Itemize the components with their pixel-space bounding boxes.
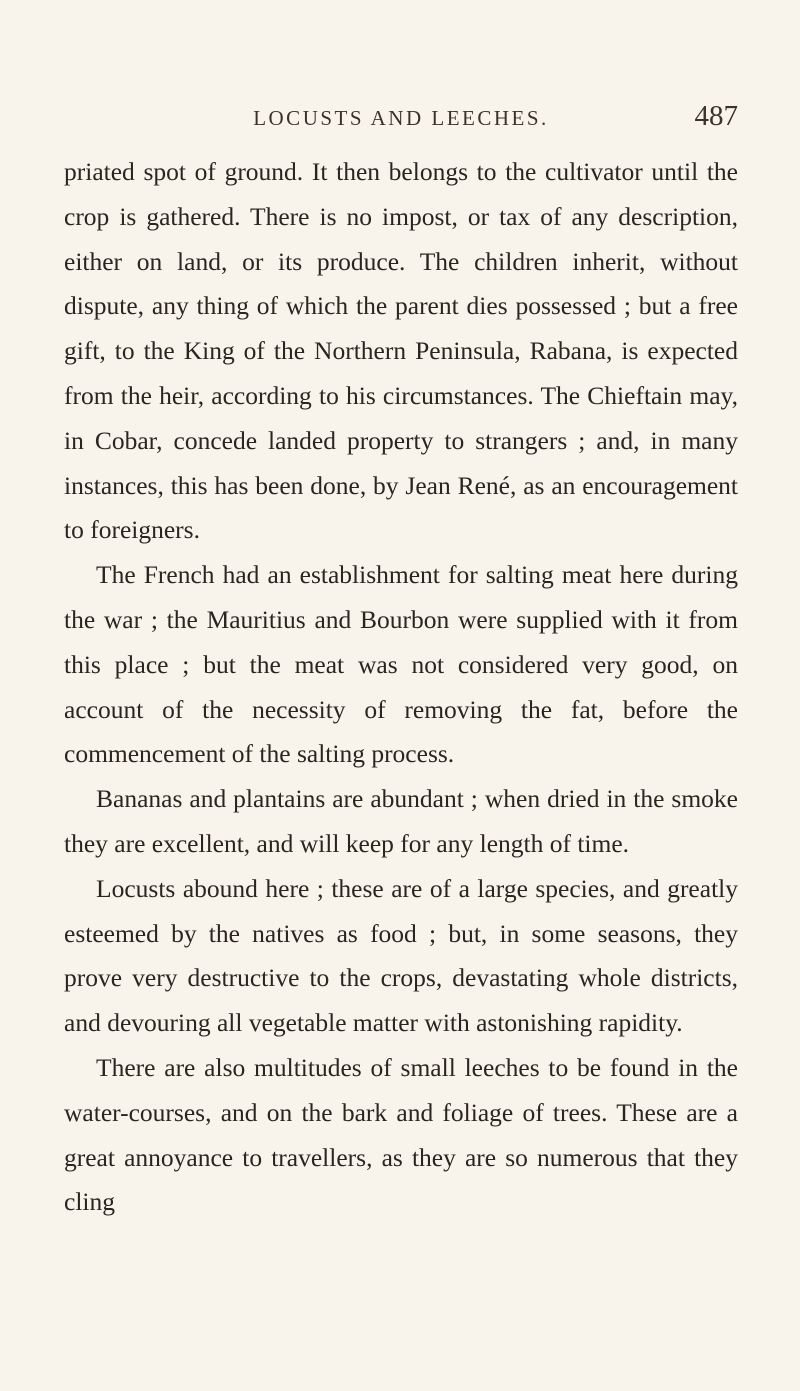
running-title: LOCUSTS AND LEECHES. <box>253 106 549 130</box>
paragraph: There are also multitudes of small leeches to be found in the water-courses, and on the bark and foliage of trees. These are a great annoyance to travellers, as they are so numerous that they cling <box>64 1052 738 1217</box>
paragraph: priated spot of ground. It then belongs to the cultivator until the crop is gathered. There is no impost, or tax of any description, either on land, or its produce. The children inherit, without dispute, any thing of which the parent dies possessed ; but a free gift, to the King of the Northern Peninsula, Rabana, is expected from the heir, according to his circumstances. The Chieftain may, in Cobar, concede landed property to strangers ; and, in many instances, this has been done, by Jean René, as an encouragement to foreigners. <box>64 157 738 545</box>
paragraph: Locusts abound here ; these are of a large species, and greatly esteemed by the natives as food ; but, in some seasons, they prove very destructive to the crops, devastating whole districts, and devouring all vegetable matter with astonishing rapidity. <box>64 873 738 1038</box>
page-header <box>64 100 738 140</box>
paragraph: Bananas and plantains are abundant ; when dried in the smoke they are excellent, and will keep for any length of time. <box>64 784 738 858</box>
paragraph: The French had an establishment for salting meat here during the war ; the Mauritius and Bourbon were supplied with it from this place ; but the meat was not considered very good, on account of the necessity of removing the fat, before the commencement of the salting process. <box>64 560 738 769</box>
page-number: 487 <box>694 100 738 132</box>
body-text <box>64 150 738 1225</box>
